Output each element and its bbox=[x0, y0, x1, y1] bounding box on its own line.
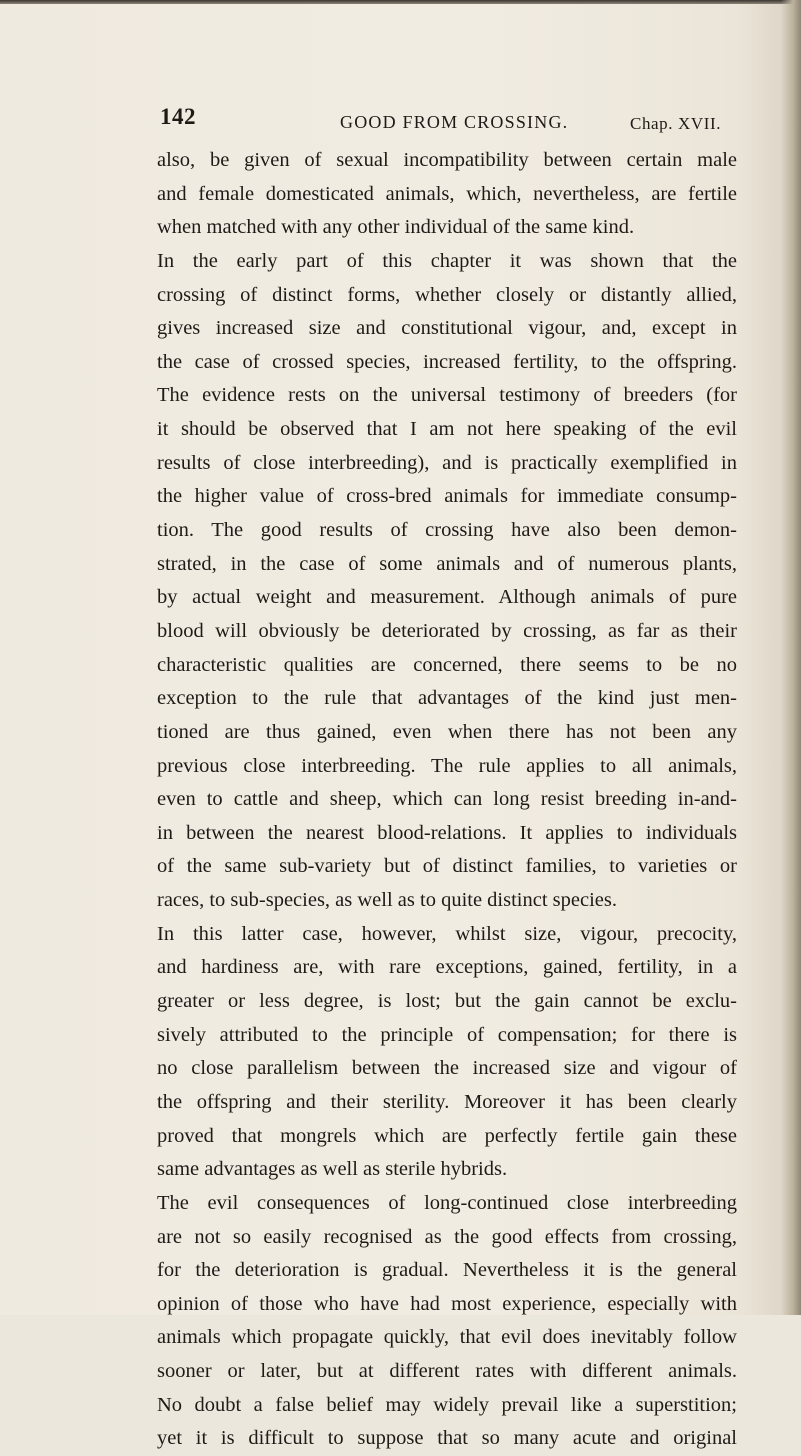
text-line: opinion of those who have had most experience, especially with bbox=[157, 1292, 737, 1315]
text-line: and female domesticated animals, which, nevertheless, are fertile bbox=[157, 182, 737, 205]
text-line: when matched with any other individual of the same kind. bbox=[157, 216, 635, 239]
text-line: yet it is difficult to suppose that so many acute and original bbox=[157, 1427, 737, 1450]
text-line: races, to sub-species, as well as to quite distinct species. bbox=[157, 889, 617, 912]
text-line: previous close interbreeding. The rule applies to all animals, bbox=[157, 754, 737, 777]
text-line: for the deterioration is gradual. Nevertheless it is the general bbox=[157, 1259, 737, 1282]
text-line: greater or less degree, is lost; but the gain cannot be exclu- bbox=[157, 990, 737, 1013]
chapter-label: Chap. XVII. bbox=[630, 114, 722, 133]
text-line: same advantages as well as sterile hybrids. bbox=[157, 1158, 508, 1181]
text-line: strated, in the case of some animals and of numerous plants, bbox=[157, 552, 737, 575]
text-line: In the early part of this chapter it was shown that the bbox=[157, 249, 737, 272]
page-number: 142 bbox=[160, 104, 196, 129]
page-edge-shadow bbox=[781, 0, 801, 1315]
top-edge-shadow bbox=[0, 0, 801, 4]
running-head: GOOD FROM CROSSING. bbox=[340, 112, 569, 132]
text-line: even to cattle and sheep, which can long resist breeding in-and- bbox=[157, 788, 737, 811]
text-line: exception to the rule that advantages of the kind just men- bbox=[157, 687, 737, 710]
text-line: the higher value of cross-bred animals for immediate consump- bbox=[157, 485, 737, 508]
text-line: sively attributed to the principle of compensation; for there is bbox=[157, 1023, 737, 1046]
text-line: blood will obviously be deteriorated by crossing, as far as their bbox=[157, 619, 737, 642]
text-line: by actual weight and measurement. Although animals of pure bbox=[157, 586, 737, 609]
text-line: tioned are thus gained, even when there has not been any bbox=[157, 720, 737, 743]
text-line: are not so easily recognised as the good effects from crossing, bbox=[157, 1225, 737, 1248]
text-line: characteristic qualities are concerned, there seems to be no bbox=[157, 653, 737, 676]
text-line: the case of crossed species, increased fertility, to the offspring. bbox=[157, 350, 737, 373]
text-line: In this latter case, however, whilst size, vigour, precocity, bbox=[157, 922, 737, 945]
text-line: crossing of distinct forms, whether closely or distantly allied, bbox=[157, 283, 737, 306]
text-line: No doubt a false belief may widely prevail like a superstition; bbox=[157, 1393, 737, 1416]
text-line: proved that mongrels which are perfectly fertile gain these bbox=[157, 1124, 737, 1147]
text-line: gives increased size and constitutional vigour, and, except in bbox=[157, 317, 737, 340]
text-line: and hardiness are, with rare exceptions, gained, fertility, in a bbox=[157, 956, 737, 979]
text-line: no close parallelism between the increased size and vigour of bbox=[157, 1057, 737, 1080]
text-line: the offspring and their sterility. Moreover it has been clearly bbox=[157, 1090, 737, 1113]
text-line: also, be given of sexual incompatibility between certain male bbox=[157, 149, 737, 171]
text-line: The evil consequences of long-continued close interbreeding bbox=[157, 1191, 737, 1214]
text-line: in between the nearest blood-relations. It applies to individuals bbox=[157, 821, 737, 844]
text-line: it should be observed that I am not here speaking of the evil bbox=[157, 418, 737, 441]
body-text bbox=[157, 144, 737, 1456]
text-line: tion. The good results of crossing have also been demon- bbox=[157, 519, 737, 542]
text-line: results of close interbreeding), and is practically exemplified in bbox=[157, 451, 737, 474]
text-line: animals which propagate quickly, that evil does inevitably follow bbox=[157, 1326, 737, 1349]
page-header bbox=[0, 100, 801, 140]
text-line: of the same sub-variety but of distinct families, to varieties or bbox=[157, 855, 737, 878]
text-line: sooner or later, but at different rates with different animals. bbox=[157, 1360, 737, 1383]
text-line: The evidence rests on the universal testimony of breeders (for bbox=[157, 384, 737, 407]
